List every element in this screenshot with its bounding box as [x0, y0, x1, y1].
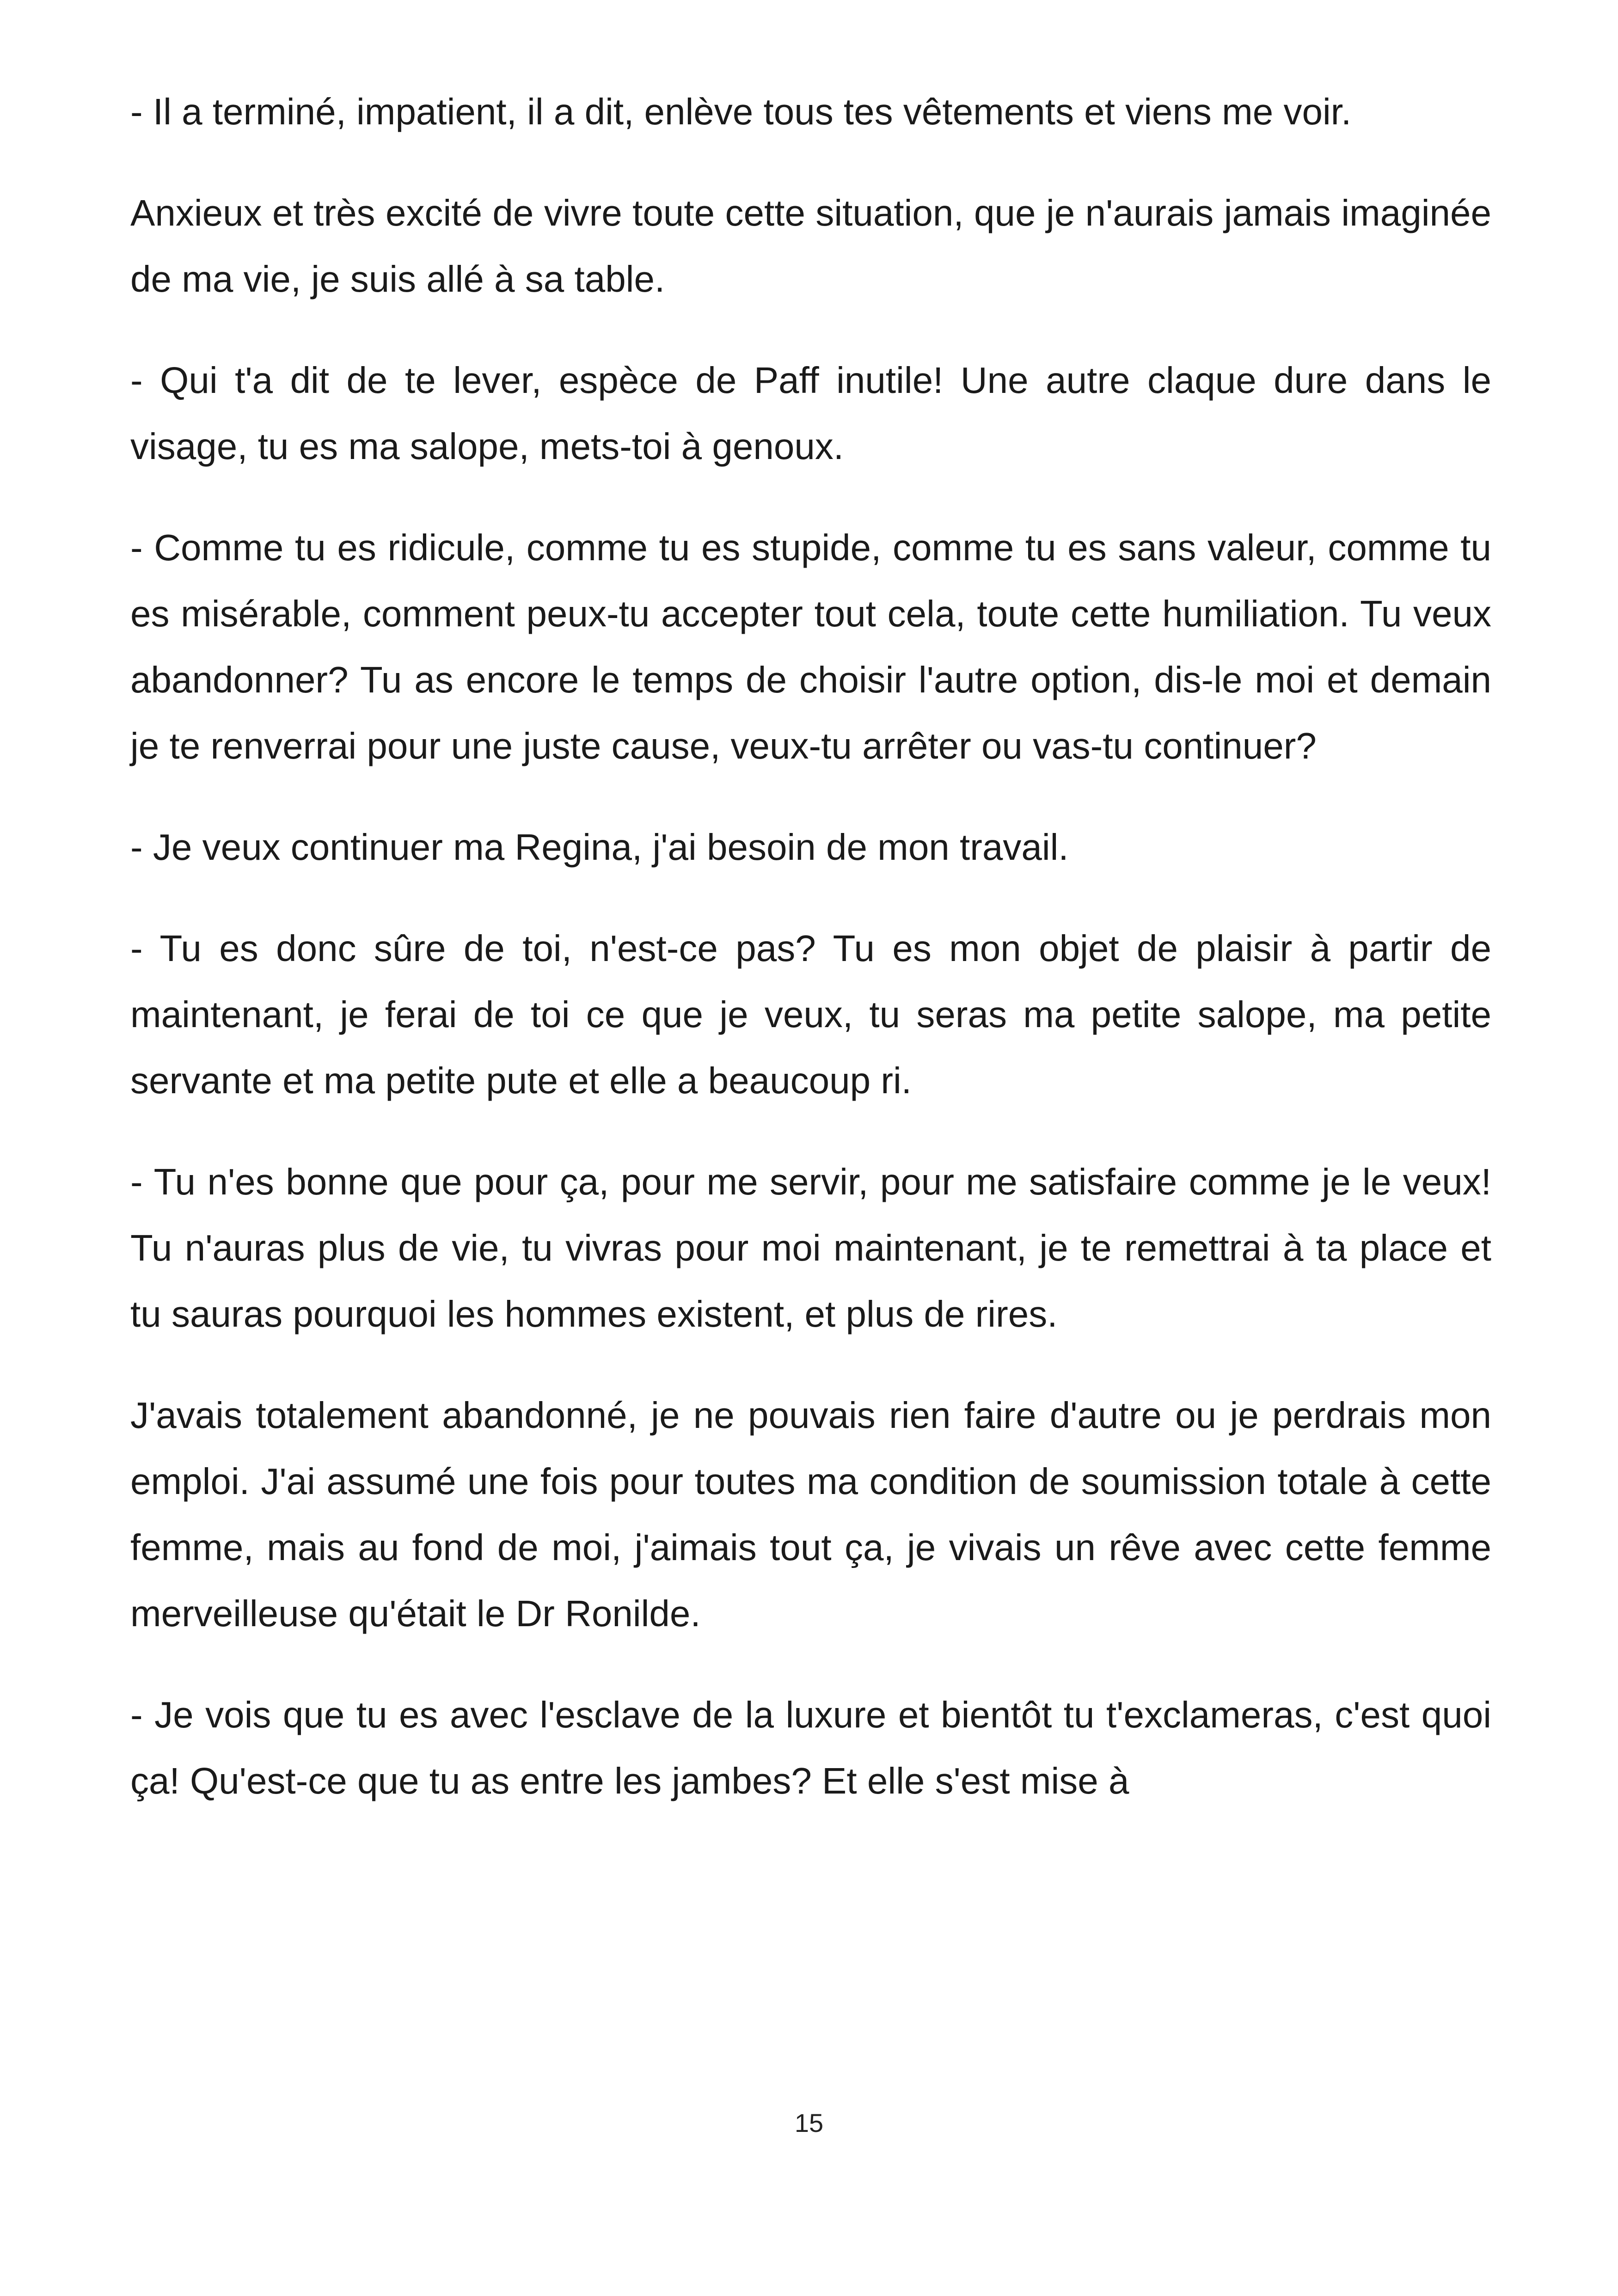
- paragraph: J'avais totalement abandonné, je ne pouvais rien faire d'autre ou je perdrais mon emploi. J'ai assumé une fois pour toutes ma condition de soumission totale à cette femme, mais au fond de moi, j'aimais tout ça, je vivais un rêve avec cette femme merveilleuse qu'était le Dr Ronilde.: [130, 1395, 1491, 1634]
- paragraph: - Je vois que tu es avec l'esclave de la luxure et bientôt tu t'exclameras, c'est quoi ça! Qu'est-ce que tu as entre les jambes? Et elle s'est mise à: [130, 1694, 1491, 1801]
- paragraph: - Je veux continuer ma Regina, j'ai besoin de mon travail.: [130, 827, 1069, 868]
- paragraph: - Comme tu es ridicule, comme tu es stupide, comme tu es sans valeur, comme tu es misérable, comment peux-tu accepter tout cela, toute cette humiliation. Tu veux abandonner? Tu as encore le temps de choisir l'autre option, dis-le moi et demain je te renverrai pour une juste cause, veux-tu arrêter ou vas-tu continuer?: [130, 527, 1491, 766]
- paragraph: - Il a terminé, impatient, il a dit, enlève tous tes vêtements et viens me voir.: [130, 91, 1352, 132]
- page-number: 15: [794, 2108, 824, 2137]
- paragraph: - Qui t'a dit de te lever, espèce de Paff inutile! Une autre claque dure dans le visage, tu es ma salope, mets-toi à genoux.: [130, 360, 1491, 467]
- paragraph: - Tu es donc sûre de toi, n'est-ce pas? Tu es mon objet de plaisir à partir de maintenant, je ferai de toi ce que je veux, tu seras ma petite salope, ma petite servante et ma petite pute et elle a beaucoup ri.: [130, 928, 1491, 1101]
- paragraph: Anxieux et très excité de vivre toute cette situation, que je n'aurais jamais imaginée de ma vie, je suis allé à sa table.: [130, 192, 1491, 300]
- page-body-text: [130, 79, 1491, 1849]
- paragraph: - Tu n'es bonne que pour ça, pour me servir, pour me satisfaire comme je le veux! Tu n'auras plus de vie, tu vivras pour moi maintenant, je te remettrai à ta place et tu sauras pourquoi les hommes existent, et plus de rires.: [130, 1161, 1491, 1335]
